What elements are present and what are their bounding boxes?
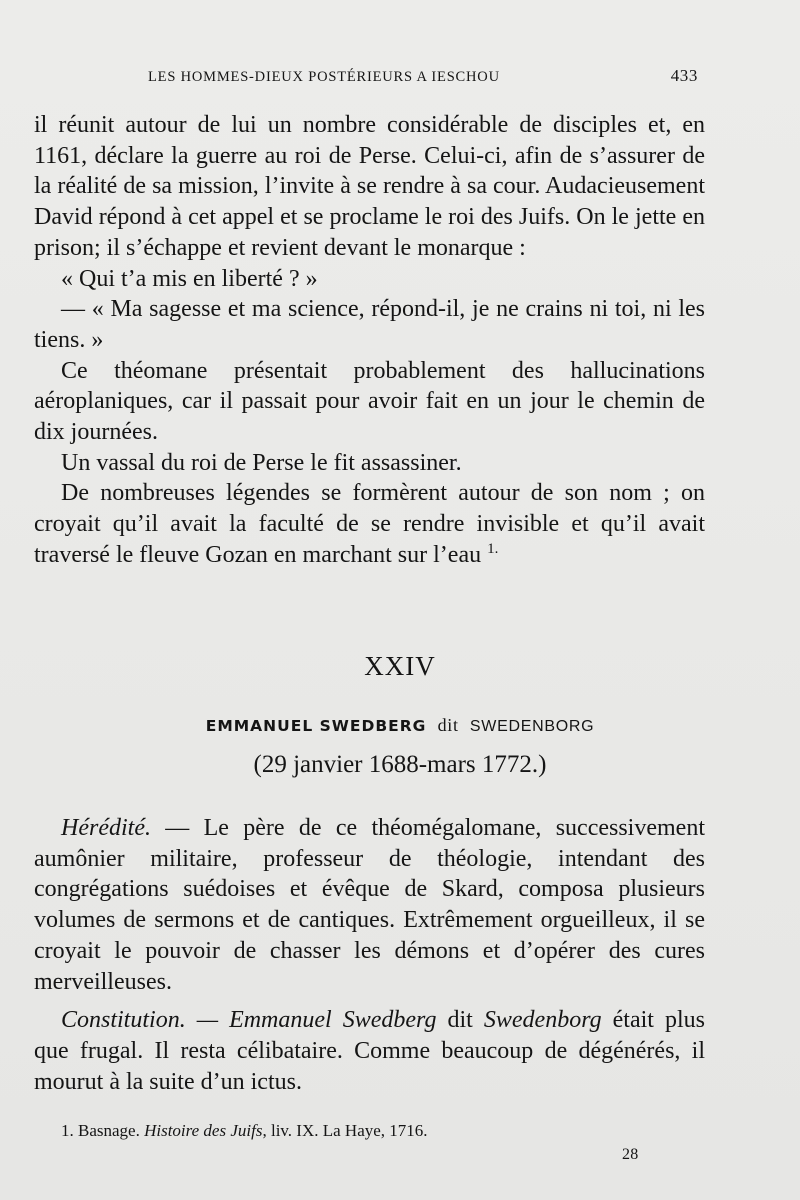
main-text-bottom <box>34 813 705 1097</box>
chapter-alias: SWEDENBORG <box>469 718 595 735</box>
heredite-body: — Le père de ce théomégalomane, successivement aumônier militaire, professeur de théologie, intendant des congrégations suédoises et évêque de Skard, composa plusieurs volumes de sermons et de cantiques. Extrêmement orgueilleux, il se croyait le pouvoir de chasser les démons et d’opérer des cures merveilleuses. <box>34 815 705 995</box>
heredite-label: Hérédité. <box>61 815 151 841</box>
constitution-body: était plus que frugal. Il resta célibataire. Comme beaucoup de dégénérés, il mourut à la suite d’un ictus. <box>34 1007 705 1095</box>
paragraph-hallucinations: Ce théomane présentait probablement des hallucinations aéroplaniques, car il passait pour avoir fait en un jour le chemin de dix journées. <box>34 357 705 446</box>
legendes-text: De nombreuses légendes se formèrent autour de son nom ; on croyait qu’il avait la faculté de se rendre invisible et qu’il avait traversé le fleuve Gozan en marchant sur l’eau <box>34 480 705 568</box>
chapter-person-name: EMMANUEL SWEDBERG <box>205 717 427 735</box>
chapter-number: XXIV <box>364 651 436 681</box>
printer-signature: 28 <box>622 1146 639 1163</box>
paragraph-heredite <box>34 813 705 997</box>
paragraph-constitution <box>34 1005 705 1097</box>
paragraph-assassinat: Un vassal du roi de Perse le fit assassiner. <box>61 449 462 476</box>
footnote-reference: 1. <box>487 540 499 557</box>
chapter-dit: dit <box>437 715 459 735</box>
constitution-dit: dit <box>436 1007 484 1034</box>
main-text-top <box>34 110 705 571</box>
page-number: 433 <box>670 66 698 85</box>
footnote-number: 1. <box>61 1121 74 1140</box>
quote-sagesse: — « Ma sagesse et ma science, répond-il, je ne crains ni toi, ni les tiens. » <box>34 296 705 353</box>
chapter-title <box>0 715 800 736</box>
paragraph-david: il réunit autour de lui un nombre considérable de disciples et, en 1161, déclare la guerre au roi de Perse. Celui-ci, afin de s’assurer de la réalité de sa mission, l’invite à se rendre à sa cour. Audacieusement David répond à cet appel et se proclame le roi des Juifs. On le jette en prison; il s’échappe et revient devant le monarque : <box>34 112 705 261</box>
footnote <box>61 1120 711 1142</box>
running-title: LES HOMMES-DIEUX POSTÉRIEURS A IESCHOU <box>148 69 500 85</box>
constitution-name: Swedenborg <box>483 1007 602 1034</box>
footnote-text-end: , liv. IX. La Haye, 1716. <box>262 1121 428 1140</box>
footnote-text-start: Basnage. <box>73 1121 145 1140</box>
footnote-book-title: Histoire des Juifs <box>144 1121 263 1140</box>
quote-liberte: « Qui t’a mis en liberté ? » <box>61 265 318 292</box>
chapter-dates: (29 janvier 1688-mars 1772.) <box>253 751 547 778</box>
paragraph-legendes <box>34 478 705 570</box>
running-header <box>148 66 698 86</box>
constitution-label: Constitution. — Emmanuel Swedberg <box>61 1007 437 1034</box>
